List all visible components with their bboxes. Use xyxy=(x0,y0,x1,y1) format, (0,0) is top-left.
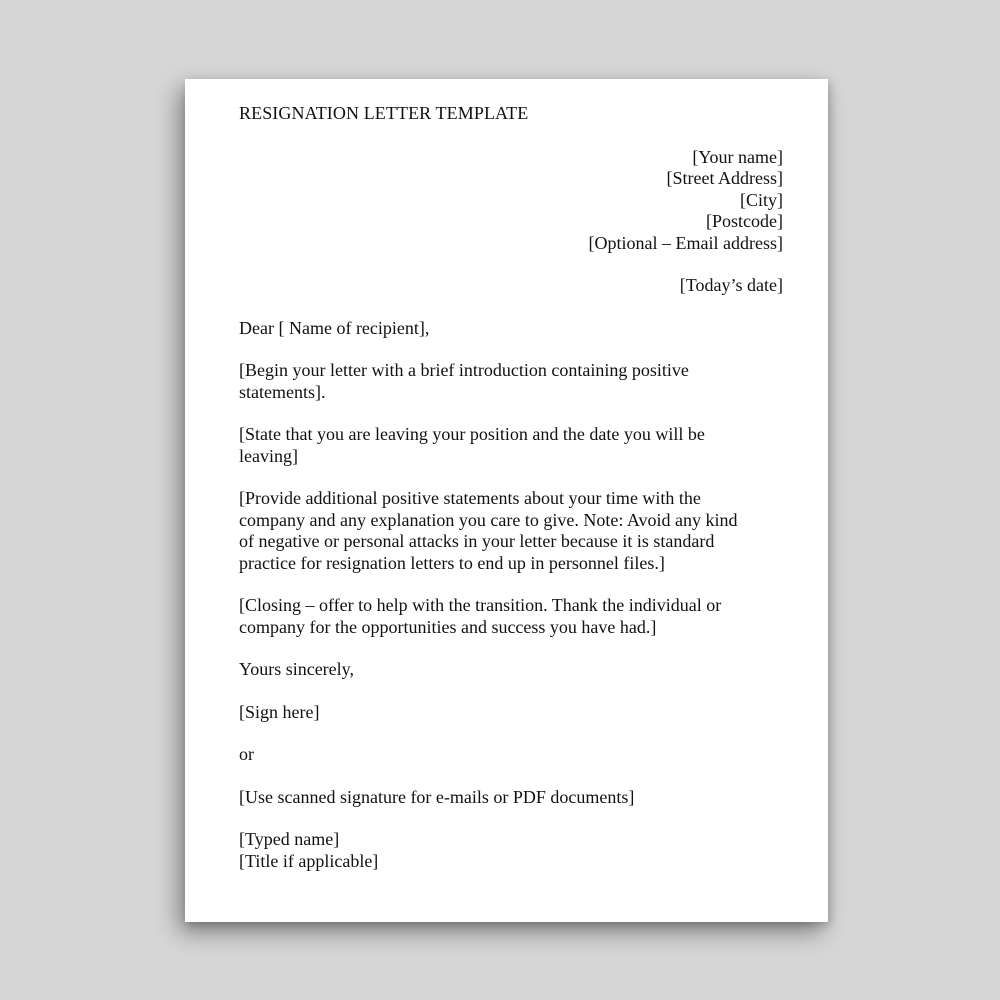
signature-block xyxy=(239,829,783,872)
or-text: or xyxy=(239,744,254,764)
letter-page xyxy=(185,79,828,922)
paragraph-introduction: [Begin your letter with a brief introduction containing positive statements]. xyxy=(239,360,689,402)
paragraph-additional: [Provide additional positive statements about your time with the company and any explanation you care to give. Note: Avoid any kind of negative or personal attacks in your letter because it is standard practice for resignation letters to end up in personnel files.] xyxy=(239,488,738,573)
address-line-email: [Optional – Email address] xyxy=(588,232,783,253)
address-line-street: [Street Address] xyxy=(666,168,783,188)
title-placeholder: [Title if applicable] xyxy=(239,850,379,871)
address-line-name: [Your name] xyxy=(692,146,783,167)
paragraph-closing: [Closing – offer to help with the transition. Thank the individual or company for the opportunities and success you have had.] xyxy=(239,595,722,637)
paragraph-leaving: [State that you are leaving your position and the date you will be leaving] xyxy=(239,424,705,466)
sign-here-placeholder: [Sign here] xyxy=(239,701,320,722)
letter-content xyxy=(239,103,783,872)
sender-address-block xyxy=(239,147,783,255)
salutation: Dear [ Name of recipient], xyxy=(239,317,430,338)
address-line-city: [City] xyxy=(740,189,783,210)
typed-name-placeholder: [Typed name] xyxy=(239,829,340,849)
scanned-signature-placeholder: [Use scanned signature for e-mails or PDF documents] xyxy=(239,786,635,807)
address-line-postcode: [Postcode] xyxy=(706,211,783,231)
letter-date: [Today’s date] xyxy=(679,275,783,295)
closing-phrase: Yours sincerely, xyxy=(239,659,354,679)
document-title: RESIGNATION LETTER TEMPLATE xyxy=(239,103,529,123)
